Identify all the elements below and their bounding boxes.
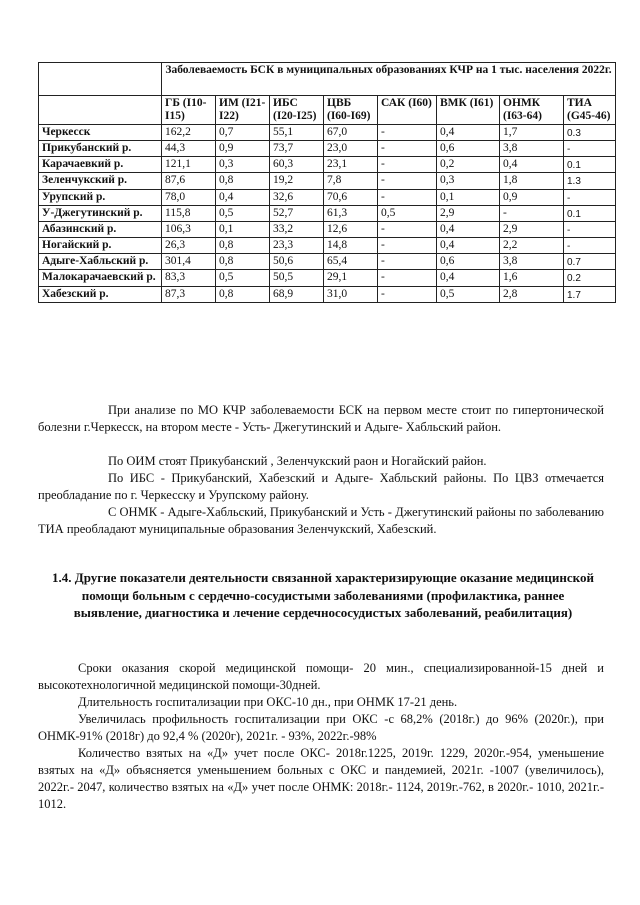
table-cell: - bbox=[378, 157, 437, 173]
table-cell: 0,1 bbox=[216, 221, 270, 237]
table-cell: 0,2 bbox=[437, 157, 500, 173]
column-header: ИБС (I20-I25) bbox=[270, 96, 324, 125]
column-header: ИМ (I21-I22) bbox=[216, 96, 270, 125]
table-cell: 55,1 bbox=[270, 124, 324, 140]
table-cell: 0.1 bbox=[564, 157, 616, 173]
table-cell: 301,4 bbox=[162, 254, 216, 270]
region-name: Зеленчукский р. bbox=[39, 173, 162, 189]
table-cell: 52,7 bbox=[270, 205, 324, 221]
table-cell: 23,1 bbox=[324, 157, 378, 173]
table-cell: 0,9 bbox=[500, 189, 564, 205]
column-header: ВМК (I61) bbox=[437, 96, 500, 125]
table-cell: 162,2 bbox=[162, 124, 216, 140]
morbidity-table bbox=[38, 62, 616, 303]
paragraph: Сроки оказания скорой медицинской помощи- 20 мин., специализированной-15 дней и высокотехнологичной медицинской помощи-30дней. bbox=[38, 661, 604, 692]
table-cell: - bbox=[564, 221, 616, 237]
table-cell: 0,7 bbox=[216, 124, 270, 140]
table-row bbox=[39, 140, 616, 156]
table-cell: 33,2 bbox=[270, 221, 324, 237]
table-cell: 0,8 bbox=[216, 238, 270, 254]
table-row bbox=[39, 205, 616, 221]
table-cell: 0,6 bbox=[437, 254, 500, 270]
table-cell: 106,3 bbox=[162, 221, 216, 237]
region-name: У-Джегутинский р. bbox=[39, 205, 162, 221]
table-cell: 0,3 bbox=[216, 157, 270, 173]
table-cell: 0,5 bbox=[378, 205, 437, 221]
table-cell: 61,3 bbox=[324, 205, 378, 221]
table-cell: 0.1 bbox=[564, 205, 616, 221]
region-name: Ногайский р. bbox=[39, 238, 162, 254]
column-header: САК (I60) bbox=[378, 96, 437, 125]
table-cell: 70,6 bbox=[324, 189, 378, 205]
table-cell: 73,7 bbox=[270, 140, 324, 156]
table-cell: 0,1 bbox=[437, 189, 500, 205]
table-cell: 0,4 bbox=[500, 157, 564, 173]
table-cell: 115,8 bbox=[162, 205, 216, 221]
table-cell: - bbox=[378, 140, 437, 156]
table-cell: - bbox=[378, 286, 437, 302]
region-name: Урупский р. bbox=[39, 189, 162, 205]
table-cell: - bbox=[500, 205, 564, 221]
table-cell: 23,3 bbox=[270, 238, 324, 254]
table-row bbox=[39, 254, 616, 270]
region-name: Малокарачаевский р. bbox=[39, 270, 162, 286]
paragraph: Длительность госпитализации при ОКС-10 дн., при ОНМК 17-21 день. bbox=[78, 695, 458, 709]
column-header: ТИА (G45-46) bbox=[564, 96, 616, 125]
region-name: Хабезский р. bbox=[39, 286, 162, 302]
table-cell: 87,6 bbox=[162, 173, 216, 189]
table-cell: 0,4 bbox=[437, 124, 500, 140]
paragraph: По ОИМ стоят Прикубанский , Зеленчукский раон и Ногайский район. bbox=[108, 454, 487, 468]
table-cell: 32,6 bbox=[270, 189, 324, 205]
table-cell: 50,6 bbox=[270, 254, 324, 270]
table-cell: 44,3 bbox=[162, 140, 216, 156]
table-cell: 0.3 bbox=[564, 124, 616, 140]
table-cell: 121,1 bbox=[162, 157, 216, 173]
table-cell: - bbox=[378, 124, 437, 140]
table-header-row bbox=[39, 96, 616, 125]
table-cell: - bbox=[378, 221, 437, 237]
table-cell: 1,8 bbox=[500, 173, 564, 189]
table-cell: 0,4 bbox=[216, 189, 270, 205]
table-cell: 0,5 bbox=[216, 270, 270, 286]
table-cell: 2,2 bbox=[500, 238, 564, 254]
table-cell: 0,9 bbox=[216, 140, 270, 156]
table-cell: 65,4 bbox=[324, 254, 378, 270]
section-heading: 1.4. Другие показатели деятельности связанной характеризирующие оказание медицинской помощи больным с сердечно-сосудистыми заболеваниями (профилактика, раннее выявление, диагностика и лечение сердечнососудистых заболеваний, реабилитация) bbox=[52, 570, 594, 620]
table-cell: 3,8 bbox=[500, 140, 564, 156]
table-cell: 23,0 bbox=[324, 140, 378, 156]
region-name: Абазинский р. bbox=[39, 221, 162, 237]
table-cell: 26,3 bbox=[162, 238, 216, 254]
table-cell: - bbox=[378, 238, 437, 254]
table-cell: 50,5 bbox=[270, 270, 324, 286]
table-cell: 0,8 bbox=[216, 286, 270, 302]
table-cell: - bbox=[378, 254, 437, 270]
region-name: Прикубанский р. bbox=[39, 140, 162, 156]
region-name: Черкесск bbox=[39, 124, 162, 140]
table-cell: - bbox=[378, 270, 437, 286]
table-row bbox=[39, 189, 616, 205]
column-header: ОНМК (I63-64) bbox=[500, 96, 564, 125]
region-name: Адыге-Хабльский р. bbox=[39, 254, 162, 270]
table-cell: 7,8 bbox=[324, 173, 378, 189]
table-cell: 0,6 bbox=[437, 140, 500, 156]
table-corner-cell bbox=[39, 63, 162, 96]
table-cell: - bbox=[564, 238, 616, 254]
table-header-blank bbox=[39, 96, 162, 125]
table-cell: - bbox=[564, 140, 616, 156]
paragraph: При анализе по МО КЧР заболеваемости БСК на первом месте стоит по гипертонической болезни г.Черкесск, на втором месте - Усть- Джегутинский и Адыге- Хабльский район. bbox=[38, 403, 604, 434]
table-row bbox=[39, 286, 616, 302]
table-row bbox=[39, 238, 616, 254]
table-cell: 19,2 bbox=[270, 173, 324, 189]
table-cell: 0,5 bbox=[437, 286, 500, 302]
table-cell: 0,3 bbox=[437, 173, 500, 189]
table-row bbox=[39, 221, 616, 237]
column-header: ГБ (I10-I15) bbox=[162, 96, 216, 125]
table-cell: 60,3 bbox=[270, 157, 324, 173]
table-cell: 12,6 bbox=[324, 221, 378, 237]
table-cell: 2,9 bbox=[437, 205, 500, 221]
table-cell: 2,8 bbox=[500, 286, 564, 302]
table-cell: 0,4 bbox=[437, 270, 500, 286]
table-row bbox=[39, 173, 616, 189]
table-cell: 68,9 bbox=[270, 286, 324, 302]
table-cell: 0,8 bbox=[216, 254, 270, 270]
table-cell: 31,0 bbox=[324, 286, 378, 302]
paragraph: Увеличилась профильность госпитализации при ОКС -с 68,2% (2018г.) до 96% (2020г.), при ОНМК-91% (2018г) до 92,4 % (2020г), 2021г. - 93%, 2022г.-98% bbox=[38, 712, 604, 743]
region-name: Карачаевкий р. bbox=[39, 157, 162, 173]
paragraph: С ОНМК - Адыге-Хабльский, Прикубанский и Усть - Джегутинский районы по заболеванию ТИА преобладают муниципальные образования Зеленчукский, Хабезский. bbox=[38, 505, 604, 536]
table-caption: Заболеваемость БСК в муниципальных образованиях КЧР на 1 тыс. населения 2022г. bbox=[162, 63, 616, 96]
table-cell: 1.7 bbox=[564, 286, 616, 302]
table-row bbox=[39, 270, 616, 286]
table-cell: 2,9 bbox=[500, 221, 564, 237]
paragraph: По ИБС - Прикубанский, Хабезский и Адыге- Хабльский районы. По ЦВЗ отмечается преобладание по г. Черкесску и Урупскому району. bbox=[38, 471, 604, 502]
table-cell: 29,1 bbox=[324, 270, 378, 286]
table-cell: 3,8 bbox=[500, 254, 564, 270]
table-cell: 87,3 bbox=[162, 286, 216, 302]
table-cell: 14,8 bbox=[324, 238, 378, 254]
table-cell: 0.7 bbox=[564, 254, 616, 270]
table-cell: 78,0 bbox=[162, 189, 216, 205]
table-cell: 67,0 bbox=[324, 124, 378, 140]
table-cell: 0,4 bbox=[437, 238, 500, 254]
table-cell: 83,3 bbox=[162, 270, 216, 286]
table-cell: 1.3 bbox=[564, 173, 616, 189]
table-row bbox=[39, 124, 616, 140]
table-cell: - bbox=[378, 173, 437, 189]
table-cell: 1,6 bbox=[500, 270, 564, 286]
table-row bbox=[39, 157, 616, 173]
column-header: ЦВБ (I60-I69) bbox=[324, 96, 378, 125]
table-cell: 0.2 bbox=[564, 270, 616, 286]
table-cell: 0,4 bbox=[437, 221, 500, 237]
table-cell: 0,5 bbox=[216, 205, 270, 221]
table-cell: - bbox=[564, 189, 616, 205]
table-cell: 0,8 bbox=[216, 173, 270, 189]
table-caption-row bbox=[39, 63, 616, 96]
table-cell: - bbox=[378, 189, 437, 205]
paragraph: Количество взятых на «Д» учет после ОКС- 2018г.1225, 2019г. 1229, 2020г.-954, уменьшение взятых на «Д» объясняется уменьшением больных с ОКС и пандемией, 2021г. -1007 (увеличилось), 2022г.- 2047, количество взятых на «Д» учет после ОНМК: 2018г.- 1124, 2019г.-762, в 2020г.- 1010, 2021г.- 1012. bbox=[38, 746, 604, 811]
table-body bbox=[39, 124, 616, 302]
table-cell: 1,7 bbox=[500, 124, 564, 140]
